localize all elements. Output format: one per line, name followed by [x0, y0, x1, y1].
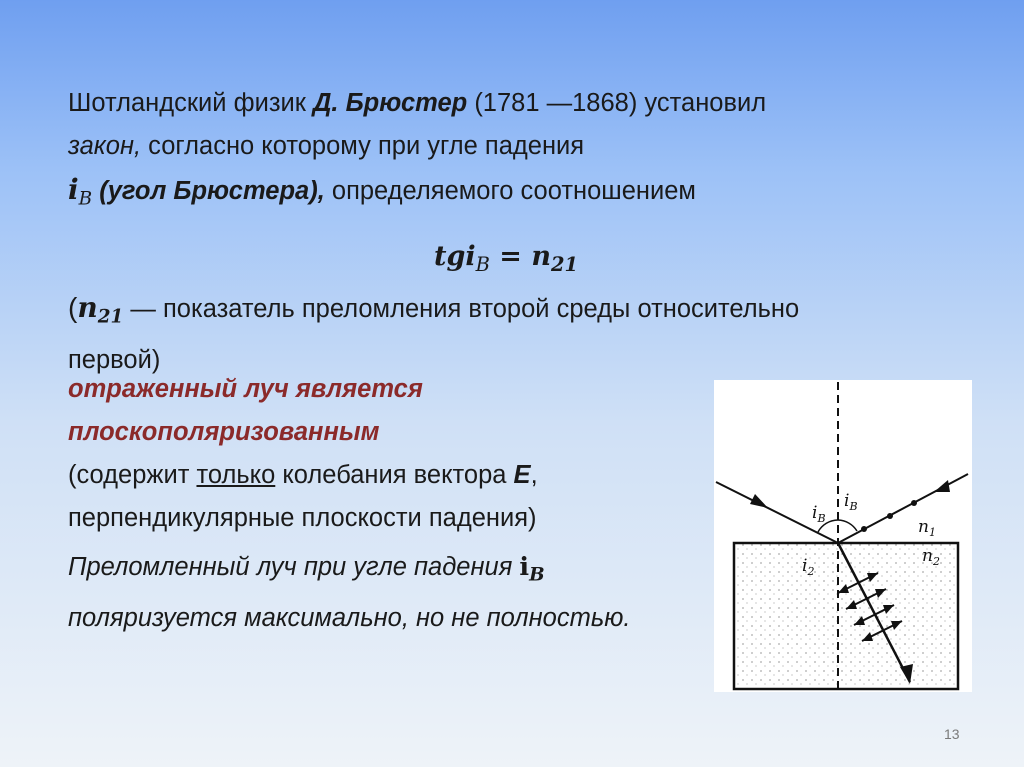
formula-b-subscript: B	[475, 252, 490, 276]
incident-arrow-icon	[750, 494, 768, 508]
open-paren: (	[68, 292, 78, 323]
symbol-n-subscript: 21	[97, 306, 124, 328]
page-number: 13	[944, 726, 960, 742]
label-refraction-angle: $i_2$	[802, 556, 815, 578]
text: (содержит	[68, 461, 197, 489]
text: — показатель преломления второй среды относительно первой)	[68, 295, 800, 374]
underlined-only: только	[196, 461, 276, 489]
refracted-ray-paragraph	[68, 546, 708, 640]
text: Шотландский физик	[68, 89, 314, 117]
brewster-angle-name: (угол Брюстера),	[92, 177, 325, 205]
symbol-n: n	[77, 291, 98, 324]
text: поляризуется максимально, но не полностью.	[68, 603, 631, 632]
formula-n: n	[531, 241, 551, 272]
text: Преломленный луч при угле падения	[68, 553, 520, 581]
text: определяемого соотношением	[324, 177, 696, 205]
text: согласно которому при угле падения	[141, 132, 585, 160]
symbol-b-subscript: B	[78, 188, 93, 210]
reflected-ray-paragraph	[68, 368, 708, 540]
label-n2: $n_2$	[922, 546, 940, 568]
brewster-formula	[434, 236, 578, 285]
intro-paragraph	[68, 82, 948, 221]
formula-tg: tgi	[434, 241, 476, 272]
label-n1: $n_1$	[918, 517, 936, 539]
diagram-svg	[714, 380, 972, 692]
label-reflection-angle: $i_B$	[844, 491, 858, 513]
label-incidence-angle: $i_B$	[812, 503, 826, 525]
symbol-b-subscript: B	[529, 564, 545, 586]
text: , перпендикулярные плоскости падения)	[68, 461, 538, 532]
law-word: закон,	[68, 132, 142, 160]
symbol-i: i	[519, 552, 530, 582]
symbol-i: i	[68, 173, 79, 206]
formula-n-subscript: 21	[550, 252, 579, 276]
brewster-diagram	[714, 380, 972, 692]
reflected-arrow-icon	[934, 480, 950, 492]
vector-e: E	[513, 461, 531, 489]
text: колебания вектора	[275, 461, 514, 489]
formula-equals: =	[489, 241, 532, 272]
reflected-ray-statement: отраженный луч является плоскополяризованным	[68, 375, 423, 446]
scientist-name: Д. Брюстер	[313, 89, 468, 117]
text: (1781 —1868) установил	[467, 89, 767, 117]
